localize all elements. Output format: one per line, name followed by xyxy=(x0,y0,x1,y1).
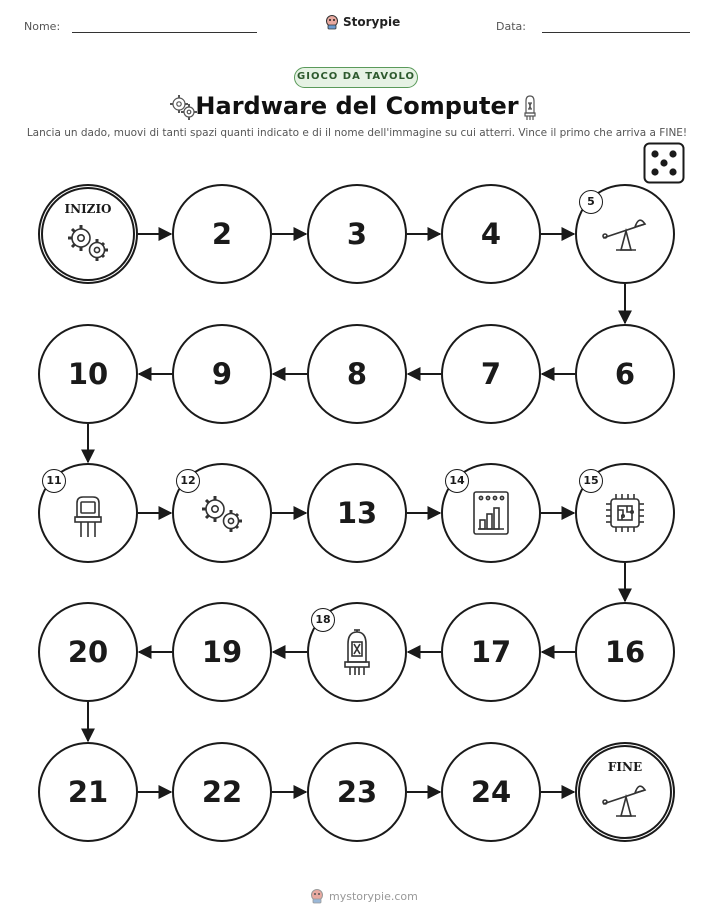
board-square xyxy=(307,184,407,284)
date-label: Data: xyxy=(496,20,526,33)
brand-name: Storypie xyxy=(343,15,401,29)
name-label: Nome: xyxy=(24,20,61,33)
board-square xyxy=(172,742,272,842)
gears-icon xyxy=(60,218,116,266)
vacuum-tube-icon xyxy=(327,622,387,682)
square-number: 23 xyxy=(336,775,378,809)
transistor-icon xyxy=(58,483,118,543)
end-label: FINE xyxy=(607,760,643,774)
board-square xyxy=(38,324,138,424)
category-pill: GIOCO DA TAVOLO xyxy=(294,67,418,88)
board-square xyxy=(307,324,407,424)
board-square xyxy=(172,184,272,284)
square-number-badge: 5 xyxy=(579,190,603,214)
square-number: 24 xyxy=(470,775,512,809)
square-number: 2 xyxy=(211,217,233,251)
board-square xyxy=(575,324,675,424)
square-number: 7 xyxy=(480,357,502,391)
seesaw-icon xyxy=(595,204,655,264)
end-square xyxy=(575,742,675,842)
board-square xyxy=(307,463,407,563)
square-number: 6 xyxy=(614,357,636,391)
square-number: 17 xyxy=(470,635,512,669)
square-number-badge: 14 xyxy=(445,469,469,493)
board-square xyxy=(38,742,138,842)
square-number: 19 xyxy=(201,635,243,669)
instructions: Lancia un dado, muovi di tanti spazi quanti indicato e di il nome dell'immagine su cui atterri. Vince il primo che arriva a FINE! xyxy=(26,127,688,139)
board-square xyxy=(38,602,138,702)
square-number: 10 xyxy=(67,357,109,391)
square-number: 4 xyxy=(480,217,502,251)
start-label: INIZIO xyxy=(64,202,112,216)
square-number: 3 xyxy=(346,217,368,251)
board-square xyxy=(172,602,272,702)
square-number: 13 xyxy=(336,496,378,530)
square-number: 8 xyxy=(346,357,368,391)
board-square xyxy=(172,324,272,424)
mascot-icon xyxy=(310,888,324,904)
seesaw-icon xyxy=(597,776,653,824)
footer xyxy=(310,888,418,904)
gears-icon xyxy=(192,483,252,543)
board-square xyxy=(441,602,541,702)
board-square xyxy=(307,742,407,842)
square-number: 9 xyxy=(211,357,233,391)
square-number: 16 xyxy=(604,635,646,669)
board-square xyxy=(441,324,541,424)
square-number: 22 xyxy=(201,775,243,809)
start-square xyxy=(38,184,138,284)
page-title: Hardware del Computer xyxy=(195,92,519,120)
chip-icon xyxy=(595,483,655,543)
square-number-badge: 11 xyxy=(42,469,66,493)
square-number-badge: 15 xyxy=(579,469,603,493)
footer-url: mystorypie.com xyxy=(329,889,418,903)
chart-icon xyxy=(461,483,521,543)
square-number: 21 xyxy=(67,775,109,809)
square-number-badge: 12 xyxy=(176,469,200,493)
board-square xyxy=(441,742,541,842)
square-number: 20 xyxy=(67,635,109,669)
board-square xyxy=(441,184,541,284)
square-number-badge: 18 xyxy=(311,608,335,632)
board-square xyxy=(575,602,675,702)
